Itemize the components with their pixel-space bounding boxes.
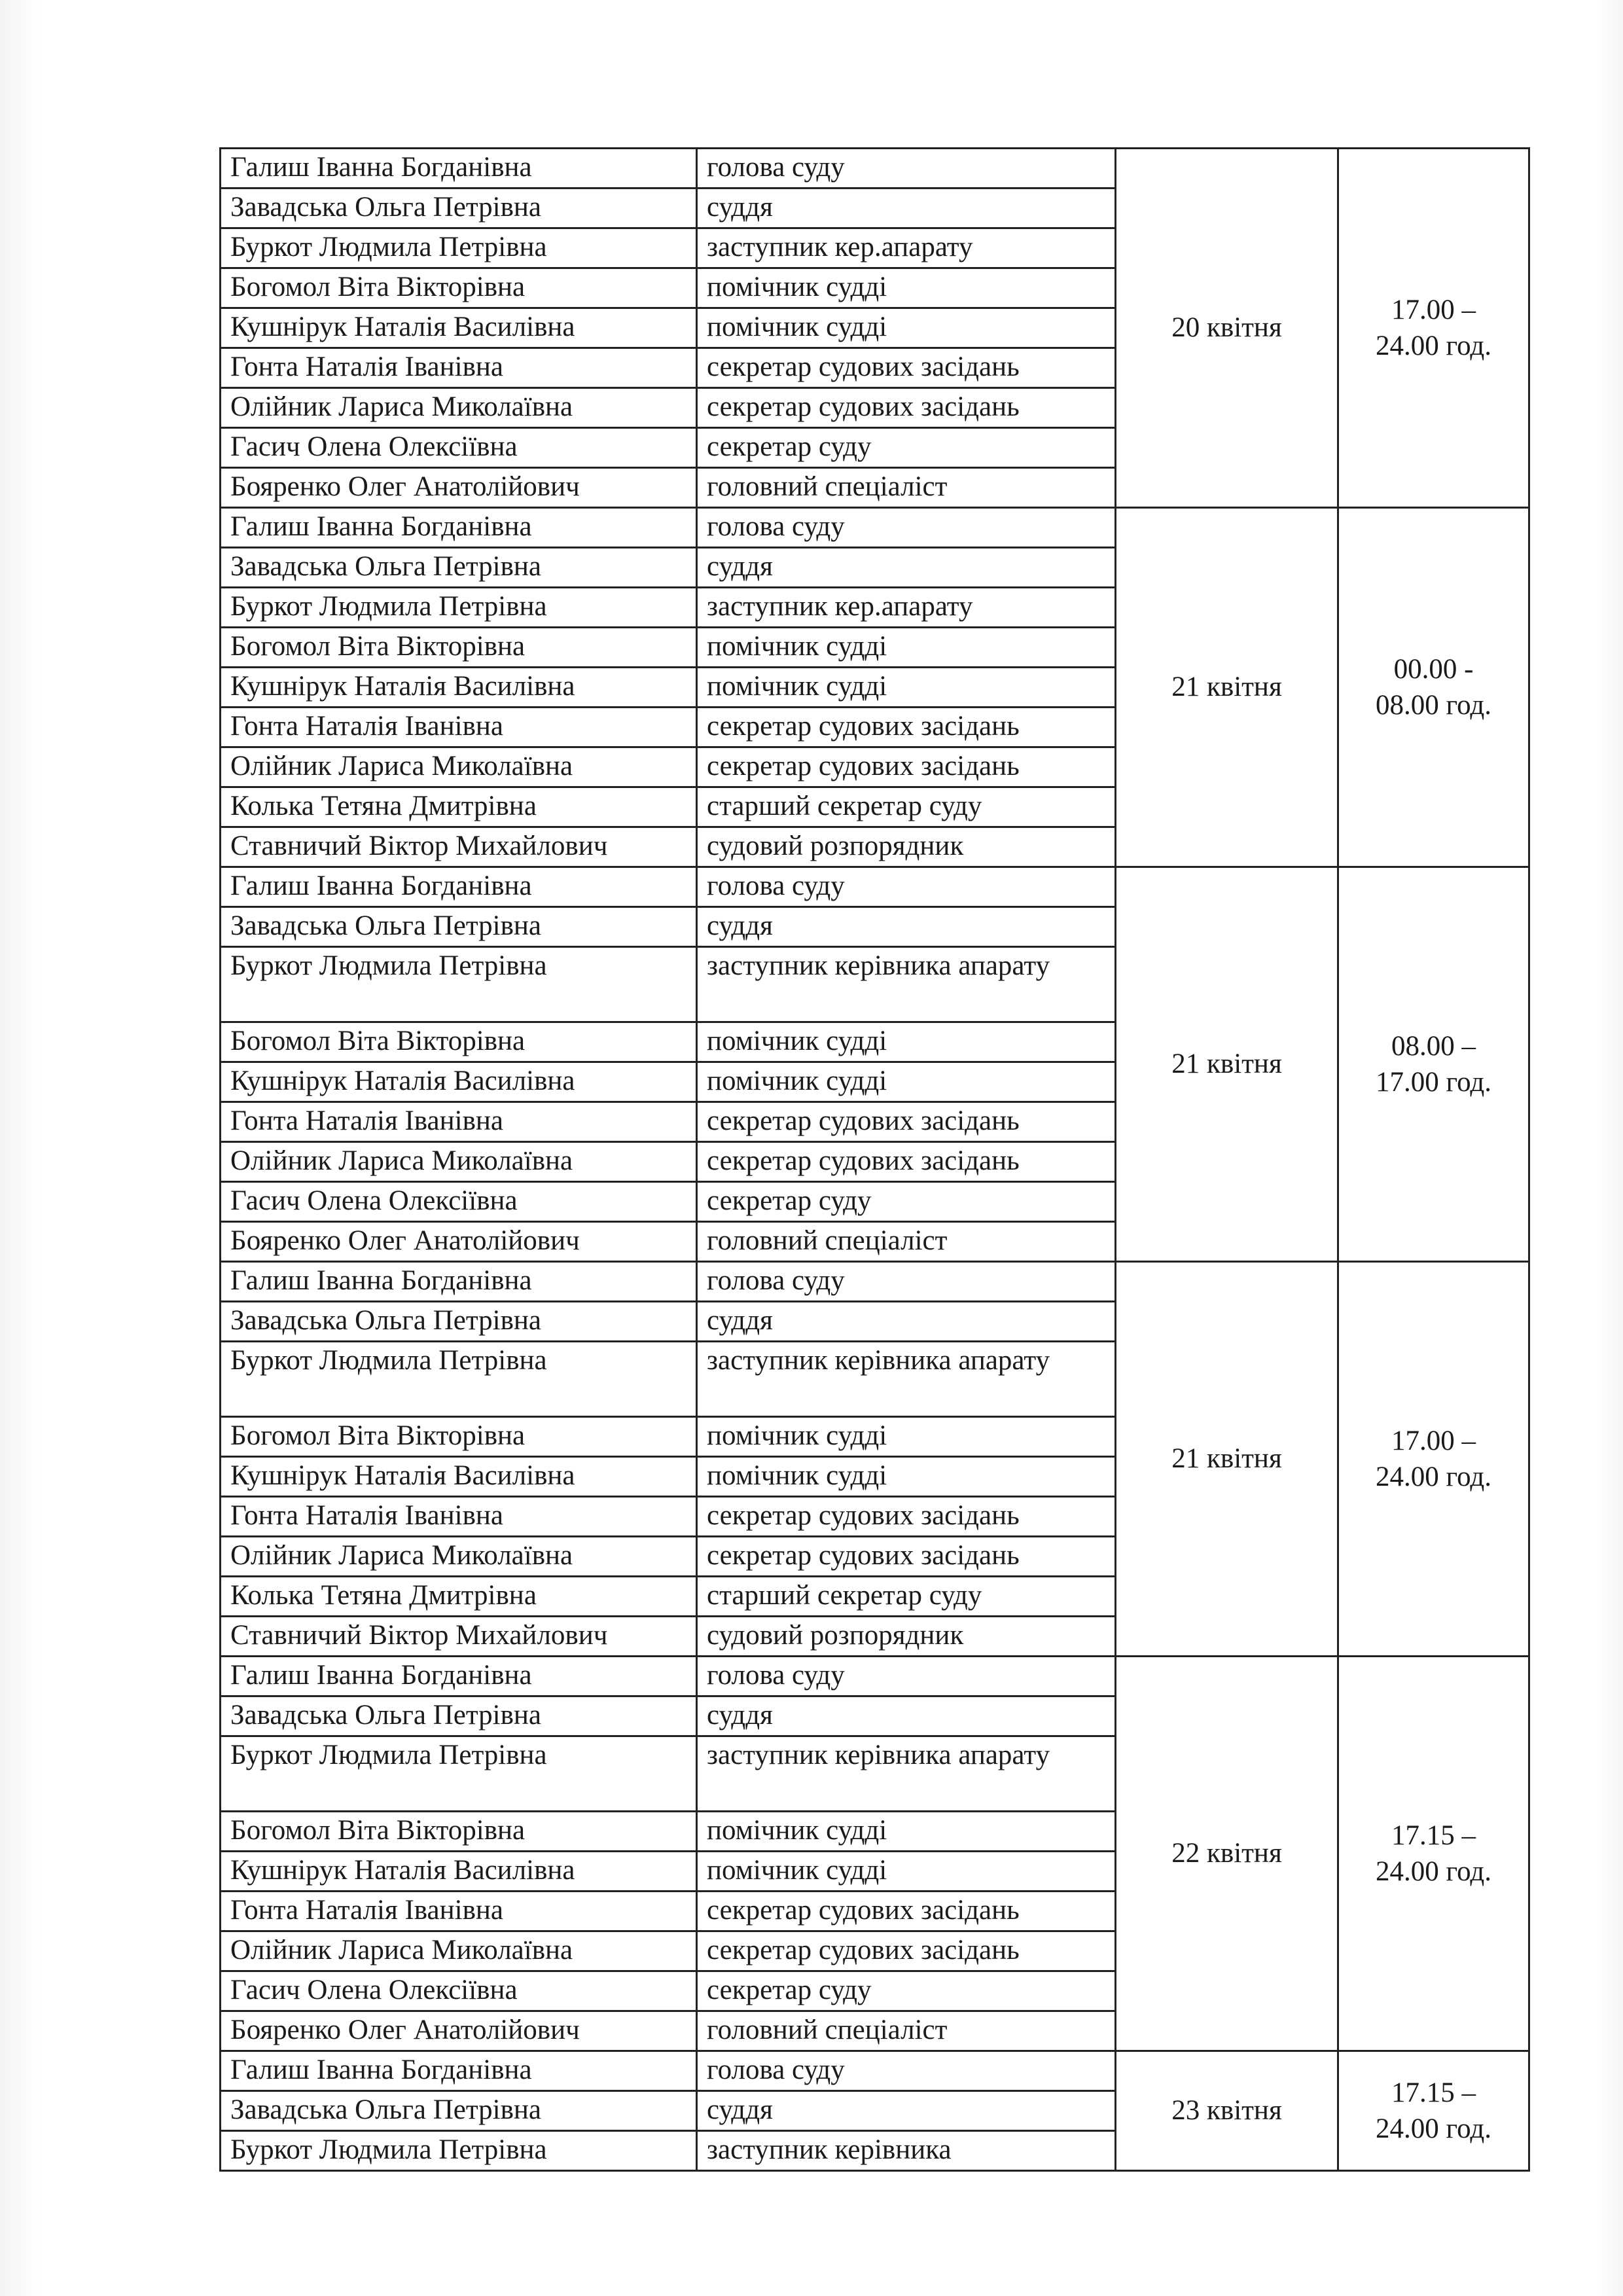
table-row bbox=[221, 867, 1529, 907]
employee-position-cell: голова суду bbox=[697, 867, 1116, 907]
duty-time-cell bbox=[1338, 508, 1529, 867]
employee-position-cell: секретар судових засідань bbox=[697, 1931, 1116, 1971]
employee-name-cell: Завадська Ольга Петрівна bbox=[221, 907, 697, 947]
employee-name-cell: Галиш Іванна Богданівна bbox=[221, 1262, 697, 1302]
employee-name-cell: Гасич Олена Олексіївна bbox=[221, 1971, 697, 2011]
employee-position-cell: секретар суду bbox=[697, 1182, 1116, 1222]
employee-name-cell: Кушнірук Наталія Василівна bbox=[221, 1062, 697, 1102]
employee-name-cell: Богомол Віта Вікторівна bbox=[221, 1022, 697, 1062]
employee-position-cell: секретар судових засідань bbox=[697, 348, 1116, 388]
employee-name-cell: Завадська Ольга Петрівна bbox=[221, 1302, 697, 1342]
employee-name-cell: Завадська Ольга Петрівна bbox=[221, 548, 697, 588]
employee-name-cell: Олійник Лариса Миколаївна bbox=[221, 1142, 697, 1182]
table-row bbox=[221, 508, 1529, 548]
employee-name-cell: Буркот Людмила Петрівна bbox=[221, 947, 697, 1022]
duty-time-line: 17.00 год. bbox=[1376, 1067, 1491, 1098]
employee-name-cell: Богомол Віта Вікторівна bbox=[221, 628, 697, 668]
employee-position-cell: секретар судових засідань bbox=[697, 1892, 1116, 1931]
employee-position-cell: суддя bbox=[697, 548, 1116, 588]
duty-date-cell: 22 квітня bbox=[1116, 1657, 1338, 2051]
employee-name-cell: Гонта Наталія Іванівна bbox=[221, 1102, 697, 1142]
employee-name-cell: Кушнірук Наталія Василівна bbox=[221, 1852, 697, 1892]
employee-name-cell: Галиш Іванна Богданівна bbox=[221, 867, 697, 907]
employee-name-cell: Колька Тетяна Дмитрівна bbox=[221, 1577, 697, 1617]
employee-position-cell: старший секретар суду bbox=[697, 1577, 1116, 1617]
employee-position-cell: секретар судових засідань bbox=[697, 1102, 1116, 1142]
employee-name-cell: Богомол Віта Вікторівна bbox=[221, 1812, 697, 1852]
employee-position-cell: секретар судових засідань bbox=[697, 747, 1116, 787]
table-row bbox=[221, 1262, 1529, 1302]
employee-name-cell: Галиш Іванна Богданівна bbox=[221, 2051, 697, 2091]
duty-date-cell: 23 квітня bbox=[1116, 2051, 1338, 2171]
employee-position-cell: помічник судді bbox=[697, 308, 1116, 348]
employee-name-cell: Гасич Олена Олексіївна bbox=[221, 428, 697, 468]
employee-position-cell: помічник судді bbox=[697, 1062, 1116, 1102]
duty-time-line: 24.00 год. bbox=[1376, 1856, 1491, 1887]
employee-name-cell: Олійник Лариса Миколаївна bbox=[221, 388, 697, 428]
employee-position-cell: головний спеціаліст bbox=[697, 1222, 1116, 1262]
employee-position-cell: голова суду bbox=[697, 1262, 1116, 1302]
duty-schedule-table bbox=[219, 147, 1530, 2172]
table-row bbox=[221, 2051, 1529, 2091]
employee-name-cell: Буркот Людмила Петрівна bbox=[221, 588, 697, 628]
employee-position-cell: помічник судді bbox=[697, 1417, 1116, 1457]
duty-time-cell bbox=[1338, 867, 1529, 1262]
employee-position-cell: помічник судді bbox=[697, 1852, 1116, 1892]
duty-time-cell bbox=[1338, 1657, 1529, 2051]
employee-position-cell: помічник судді bbox=[697, 1812, 1116, 1852]
duty-time-line: 24.00 год. bbox=[1376, 1462, 1491, 1492]
duty-schedule-body bbox=[221, 149, 1529, 2171]
employee-name-cell: Гонта Наталія Іванівна bbox=[221, 708, 697, 747]
employee-position-cell: суддя bbox=[697, 2091, 1116, 2131]
employee-position-cell: помічник судді bbox=[697, 268, 1116, 308]
employee-position-cell: заступник керівника bbox=[697, 2131, 1116, 2171]
employee-name-cell: Кушнірук Наталія Василівна bbox=[221, 668, 697, 708]
duty-time-line: 24.00 год. bbox=[1376, 2113, 1491, 2144]
duty-time-cell bbox=[1338, 1262, 1529, 1657]
employee-name-cell: Бояренко Олег Анатолійович bbox=[221, 2011, 697, 2051]
employee-position-cell: старший секретар суду bbox=[697, 787, 1116, 827]
employee-name-cell: Галиш Іванна Богданівна bbox=[221, 149, 697, 188]
employee-name-cell: Буркот Людмила Петрівна bbox=[221, 2131, 697, 2171]
employee-name-cell: Бояренко Олег Анатолійович bbox=[221, 468, 697, 508]
duty-time-line: 24.00 год. bbox=[1376, 331, 1491, 361]
employee-position-cell: секретар суду bbox=[697, 428, 1116, 468]
employee-position-cell: голова суду bbox=[697, 2051, 1116, 2091]
duty-time-line: 17.00 – bbox=[1391, 1425, 1476, 1456]
employee-position-cell: помічник судді bbox=[697, 668, 1116, 708]
duty-time-cell bbox=[1338, 149, 1529, 508]
employee-position-cell: судовий розпорядник bbox=[697, 1617, 1116, 1657]
employee-name-cell: Богомол Віта Вікторівна bbox=[221, 268, 697, 308]
employee-position-cell: секретар судових засідань bbox=[697, 1537, 1116, 1577]
employee-position-cell: помічник судді bbox=[697, 1457, 1116, 1497]
employee-position-cell: заступник кер.апарату bbox=[697, 228, 1116, 268]
employee-name-cell: Кушнірук Наталія Василівна bbox=[221, 308, 697, 348]
employee-position-cell: судовий розпорядник bbox=[697, 827, 1116, 867]
duty-time-line: 08.00 год. bbox=[1376, 690, 1491, 721]
employee-position-cell: суддя bbox=[697, 907, 1116, 947]
duty-date-cell: 21 квітня bbox=[1116, 867, 1338, 1262]
employee-name-cell: Колька Тетяна Дмитрівна bbox=[221, 787, 697, 827]
employee-position-cell: секретар суду bbox=[697, 1971, 1116, 2011]
employee-name-cell: Олійник Лариса Миколаївна bbox=[221, 747, 697, 787]
duty-time-line: 00.00 - bbox=[1393, 653, 1474, 685]
employee-name-cell: Буркот Людмила Петрівна bbox=[221, 1736, 697, 1812]
table-row bbox=[221, 1657, 1529, 1696]
employee-name-cell: Гонта Наталія Іванівна bbox=[221, 1497, 697, 1537]
employee-position-cell: заступник керівника апарату bbox=[697, 1342, 1116, 1417]
employee-name-cell: Ставничий Віктор Михайлович bbox=[221, 827, 697, 867]
employee-position-cell: заступник керівника апарату bbox=[697, 947, 1116, 1022]
employee-position-cell: секретар судових засідань bbox=[697, 388, 1116, 428]
employee-name-cell: Бояренко Олег Анатолійович bbox=[221, 1222, 697, 1262]
duty-date-cell: 21 квітня bbox=[1116, 1262, 1338, 1657]
employee-position-cell: помічник судді bbox=[697, 1022, 1116, 1062]
employee-position-cell: помічник судді bbox=[697, 628, 1116, 668]
employee-position-cell: голова суду bbox=[697, 1657, 1116, 1696]
employee-name-cell: Завадська Ольга Петрівна bbox=[221, 2091, 697, 2131]
employee-name-cell: Ставничий Віктор Михайлович bbox=[221, 1617, 697, 1657]
employee-name-cell: Гонта Наталія Іванівна bbox=[221, 348, 697, 388]
employee-name-cell: Олійник Лариса Миколаївна bbox=[221, 1537, 697, 1577]
employee-position-cell: заступник керівника апарату bbox=[697, 1736, 1116, 1812]
employee-name-cell: Завадська Ольга Петрівна bbox=[221, 1696, 697, 1736]
employee-position-cell: голова суду bbox=[697, 508, 1116, 548]
duty-time-line: 17.15 – bbox=[1391, 1820, 1476, 1851]
employee-name-cell: Буркот Людмила Петрівна bbox=[221, 228, 697, 268]
employee-position-cell: головний спеціаліст bbox=[697, 468, 1116, 508]
employee-position-cell: суддя bbox=[697, 1302, 1116, 1342]
duty-date-cell: 20 квітня bbox=[1116, 149, 1338, 508]
employee-position-cell: секретар судових засідань bbox=[697, 1497, 1116, 1537]
employee-position-cell: голова суду bbox=[697, 149, 1116, 188]
employee-position-cell: секретар судових засідань bbox=[697, 1142, 1116, 1182]
employee-position-cell: суддя bbox=[697, 1696, 1116, 1736]
duty-time-line: 17.00 – bbox=[1391, 294, 1476, 325]
employee-name-cell: Завадська Ольга Петрівна bbox=[221, 188, 697, 228]
duty-date-cell: 21 квітня bbox=[1116, 508, 1338, 867]
employee-name-cell: Галиш Іванна Богданівна bbox=[221, 1657, 697, 1696]
employee-name-cell: Олійник Лариса Миколаївна bbox=[221, 1931, 697, 1971]
employee-position-cell: секретар судових засідань bbox=[697, 708, 1116, 747]
duty-time-line: 08.00 – bbox=[1391, 1030, 1476, 1062]
employee-name-cell: Гасич Олена Олексіївна bbox=[221, 1182, 697, 1222]
employee-position-cell: суддя bbox=[697, 188, 1116, 228]
employee-name-cell: Кушнірук Наталія Василівна bbox=[221, 1457, 697, 1497]
employee-position-cell: заступник кер.апарату bbox=[697, 588, 1116, 628]
duty-time-line: 17.15 – bbox=[1391, 2077, 1476, 2108]
duty-time-cell bbox=[1338, 2051, 1529, 2171]
employee-position-cell: головний спеціаліст bbox=[697, 2011, 1116, 2051]
employee-name-cell: Гонта Наталія Іванівна bbox=[221, 1892, 697, 1931]
employee-name-cell: Богомол Віта Вікторівна bbox=[221, 1417, 697, 1457]
table-row bbox=[221, 149, 1529, 188]
employee-name-cell: Галиш Іванна Богданівна bbox=[221, 508, 697, 548]
employee-name-cell: Буркот Людмила Петрівна bbox=[221, 1342, 697, 1417]
